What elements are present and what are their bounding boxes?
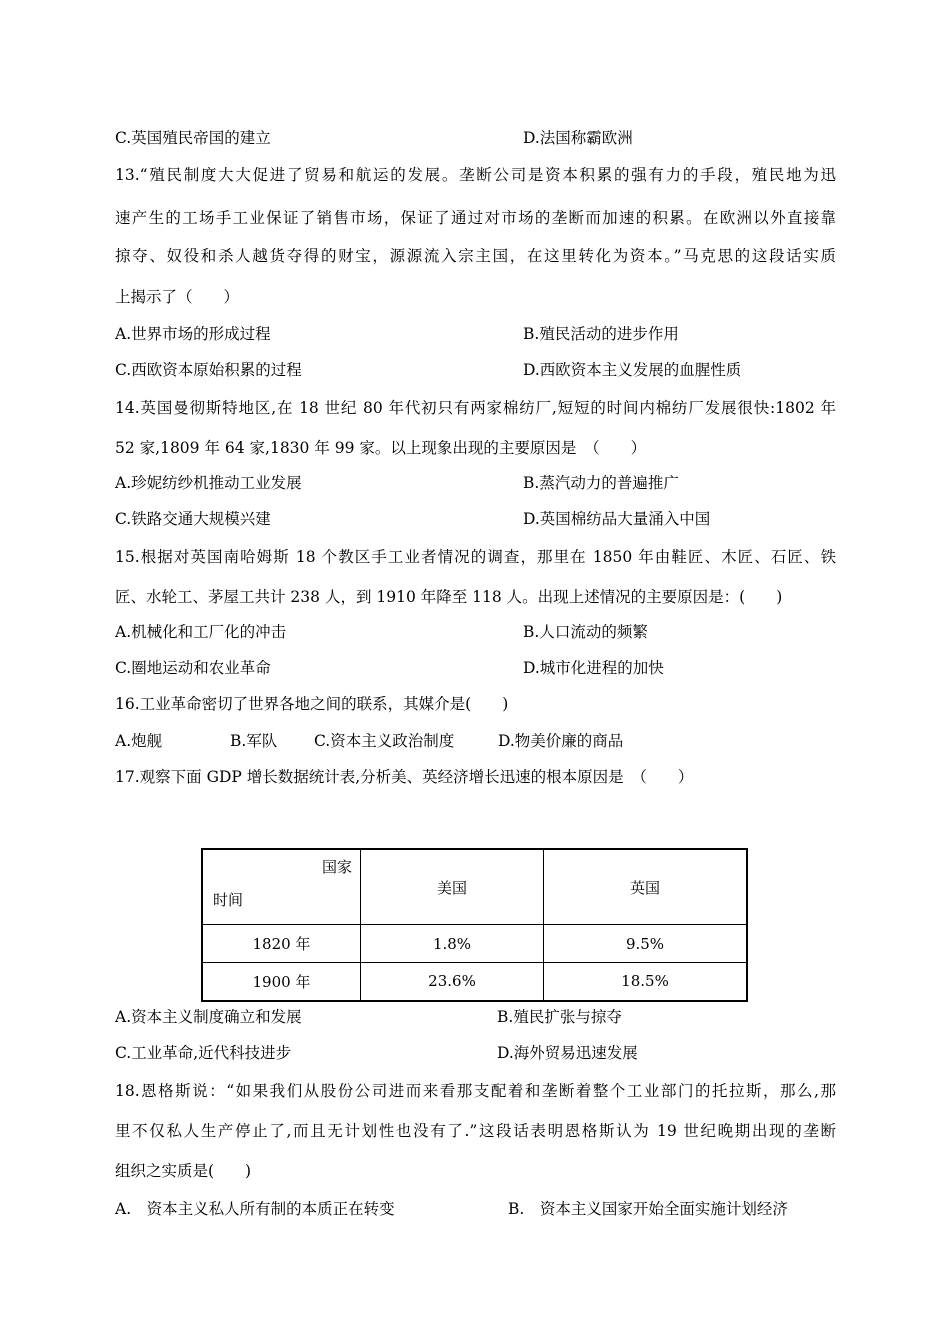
header-us: 美国 [361,849,544,925]
q13-option-c: C.西欧资本原始积累的过程 [115,361,302,379]
q18-stem-line3: 组织之实质是( ) [115,1162,252,1180]
gdp-growth-table [201,848,748,1002]
q14-stem-line1: 14.英国曼彻斯特地区,在 18 世纪 80 年代初只有两家棉纺厂,短短的时间内棉纺厂发展很快:1802 年 [115,399,836,417]
q16-option-c: C.资本主义政治制度 [314,732,455,750]
table-row [202,963,747,1001]
q17-option-c: C.工业革命,近代科技进步 [115,1044,292,1062]
q16-option-b: B.军队 [230,732,278,750]
q18-option-a: A. 资本主义私人所有制的本质正在转变 [115,1200,395,1218]
corner-label-time: 时间 [213,891,244,909]
q14-option-a: A.珍妮纺纱机推动工业发展 [115,474,302,492]
q17-stem: 17.观察下面 GDP 增长数据统计表,分析美、英经济增长迅速的根本原因是 （ ） [115,768,694,786]
q15-option-d: D.城市化进程的加快 [523,659,664,677]
q15-option-c: C.圈地运动和农业革命 [115,659,271,677]
row-year: 1820 年 [202,925,361,963]
q13-option-a: A.世界市场的形成过程 [115,325,271,343]
table-corner-cell [202,849,361,925]
q17-option-b: B.殖民扩张与掠夺 [497,1008,622,1026]
q15-stem-line1: 15.根据对英国南哈姆斯 18 个教区手工业者情况的调查，那里在 1850 年由鞋匠、木匠、石匠、铁 [115,548,836,566]
q14-stem-line2: 52 家,1809 年 64 家,1830 年 99 家。以上现象出现的主要原因是 （ ） [115,439,647,457]
q14-option-b: B.蒸汽动力的普遍推广 [523,474,679,492]
q17-option-a: A.资本主义制度确立和发展 [115,1008,302,1026]
q13-option-b: B.殖民活动的进步作用 [523,325,679,343]
table-header-row [202,849,747,925]
q12-option-d: D.法国称霸欧洲 [523,129,633,147]
q12-option-c: C.英国殖民帝国的建立 [115,129,271,147]
q16-option-a: A.炮舰 [115,732,163,750]
q13-option-d: D.西欧资本主义发展的血腥性质 [523,361,742,379]
q16-option-d: D.物美价廉的商品 [498,732,624,750]
q14-option-c: C.铁路交通大规模兴建 [115,510,271,528]
table-row [202,925,747,963]
q13-stem-line2: 速产生的工场手工业保证了销售市场，保证了通过对市场的垄断而加速的积累。在欧洲以外直接靠 [115,209,836,227]
q13-stem-line3: 掠夺、奴役和杀人越货夺得的财宝，源源流入宗主国，在这里转化为资本。”马克思的这段话实质 [115,247,836,265]
row-uk-value: 18.5% [544,963,748,1001]
q15-stem-line2: 匠、水轮工、茅屋工共计 238 人，到 1910 年降至 118 人。出现上述情况的主要原因是：( ) [115,588,783,606]
corner-label-country: 国家 [321,858,352,876]
q13-stem-line4: 上揭示了（ ） [115,288,240,306]
q14-option-d: D.英国棉纺品大量涌入中国 [523,510,711,528]
q18-stem-line1: 18.恩格斯说：“如果我们从股份公司进而来看那支配着和垄断着整个工业部门的托拉斯，那么,那 [115,1082,836,1100]
q15-option-a: A.机械化和工厂化的冲击 [115,623,287,641]
q18-option-b: B. 资本主义国家开始全面实施计划经济 [508,1200,788,1218]
q17-option-d: D.海外贸易迅速发展 [497,1044,638,1062]
row-year: 1900 年 [202,963,361,1001]
q15-option-b: B.人口流动的频繁 [523,623,648,641]
q16-stem: 16.工业革命密切了世界各地之间的联系，其媒介是( ) [115,695,509,713]
q13-stem-line1: 13.“殖民制度大大促进了贸易和航运的发展。垄断公司是资本积累的强有力的手段，殖民地为迅 [115,166,836,184]
header-uk: 英国 [544,849,748,925]
row-us-value: 23.6% [361,963,544,1001]
row-us-value: 1.8% [361,925,544,963]
row-uk-value: 9.5% [544,925,748,963]
q18-stem-line2: 里不仅私人生产停止了,而且无计划性也没有了.”这段话表明恩格斯认为 19 世纪晚期出现的垄断 [115,1122,836,1140]
